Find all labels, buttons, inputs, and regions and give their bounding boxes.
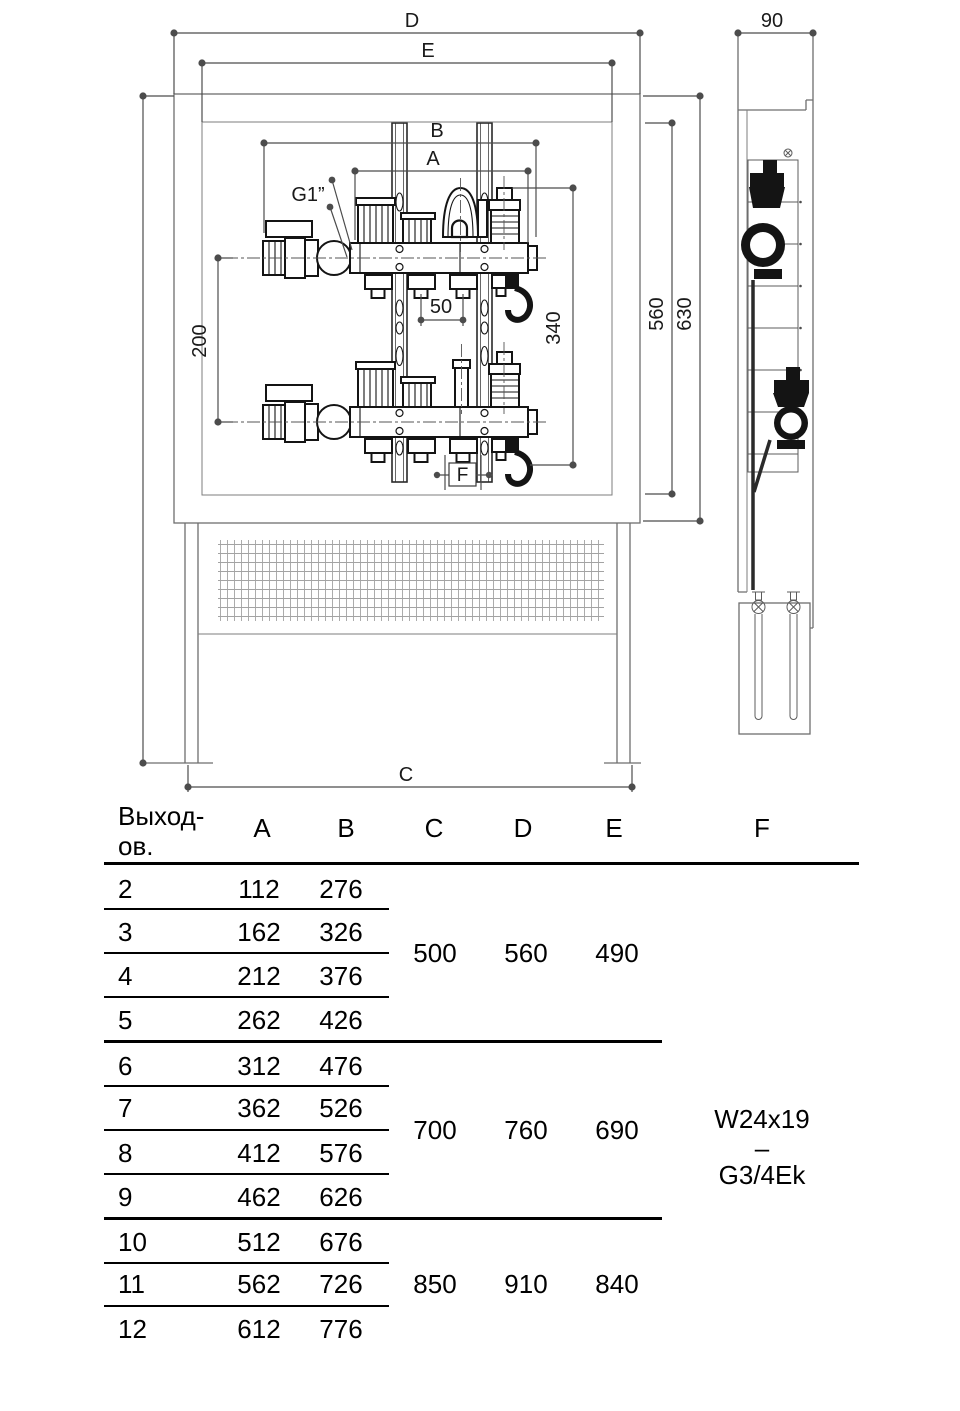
- row-outputs: 4: [118, 961, 133, 991]
- table-rule: [104, 1305, 389, 1307]
- row-outputs: 5: [118, 1005, 133, 1035]
- row-outputs: 2: [118, 874, 133, 904]
- col-header-c: C: [424, 813, 444, 843]
- row-outputs: 7: [118, 1093, 133, 1123]
- cell-b: 526: [319, 1093, 363, 1123]
- cell-b: 676: [319, 1227, 363, 1257]
- row-outputs: 9: [118, 1182, 133, 1212]
- cell-a: 612: [237, 1314, 281, 1344]
- cell-b: 776: [319, 1314, 363, 1344]
- cell-b: 626: [319, 1182, 363, 1212]
- dim-label-e: E: [421, 40, 435, 62]
- group-e: 690: [595, 1115, 639, 1145]
- cell-a: 362: [237, 1093, 281, 1123]
- cell-b: 376: [319, 961, 363, 991]
- cell-a: 562: [237, 1269, 281, 1299]
- table-rule-group: [104, 1217, 662, 1220]
- col-header-f: F: [754, 813, 770, 843]
- col-header-d: D: [513, 813, 533, 843]
- table-rule: [104, 1173, 389, 1175]
- row-outputs: 6: [118, 1051, 133, 1081]
- row-outputs: 11: [118, 1269, 145, 1299]
- col-header-a: A: [253, 813, 271, 843]
- f-value-line2: –: [754, 1133, 770, 1163]
- group-c: 850: [413, 1269, 457, 1299]
- dim-label-d: D: [404, 10, 420, 32]
- row-outputs: 10: [118, 1227, 147, 1257]
- cell-a: 512: [237, 1227, 281, 1257]
- cell-a: 412: [237, 1138, 281, 1168]
- cell-b: 726: [319, 1269, 363, 1299]
- row-outputs: 8: [118, 1138, 133, 1168]
- dim-label-a: A: [426, 148, 440, 170]
- cell-b: 326: [319, 917, 363, 947]
- dim-label-630: 630: [674, 297, 696, 331]
- dim-label-90: 90: [760, 10, 784, 32]
- cell-a: 112: [238, 874, 280, 904]
- cell-a: 262: [237, 1005, 281, 1035]
- col-header-b: B: [337, 813, 355, 843]
- dim-label-50: 50: [429, 296, 453, 318]
- table-rule-group: [104, 1040, 662, 1043]
- outlet-label-f: F: [456, 465, 469, 486]
- group-e: 490: [595, 938, 639, 968]
- row-outputs: 3: [118, 917, 133, 947]
- table-rule: [104, 1262, 389, 1264]
- dim-label-340: 340: [543, 311, 565, 345]
- row-outputs: 12: [118, 1314, 147, 1344]
- table-rule: [104, 1085, 389, 1087]
- cell-a: 212: [237, 961, 281, 991]
- group-d: 560: [504, 938, 548, 968]
- dim-label-b: B: [430, 120, 444, 142]
- group-c: 500: [413, 938, 457, 968]
- col-header-e: E: [605, 813, 623, 843]
- group-d: 760: [504, 1115, 548, 1145]
- dim-label-c: C: [398, 764, 414, 786]
- table-rule-header: [104, 862, 859, 865]
- cell-b: 576: [319, 1138, 363, 1168]
- thread-label: G1”: [291, 184, 325, 206]
- cell-a: 162: [237, 917, 281, 947]
- group-c: 700: [413, 1115, 457, 1145]
- table-rule: [104, 908, 389, 910]
- cell-b: 276: [319, 874, 363, 904]
- col-header-outputs: Выход-: [118, 801, 205, 831]
- dim-label-200: 200: [189, 324, 211, 358]
- table-rule: [104, 996, 389, 998]
- f-value-line1: W24x19: [714, 1104, 810, 1134]
- cell-b: 426: [319, 1005, 363, 1035]
- group-e: 840: [595, 1269, 639, 1299]
- dim-label-560: 560: [646, 297, 668, 331]
- table-rule: [104, 952, 389, 954]
- cell-a: 462: [237, 1182, 281, 1212]
- col-header-outputs-2: ов.: [118, 831, 154, 861]
- cell-a: 312: [237, 1051, 281, 1081]
- table-rule: [104, 1129, 389, 1131]
- group-d: 910: [504, 1269, 548, 1299]
- cell-b: 476: [319, 1051, 363, 1081]
- f-value-line3: G3/4Ek: [718, 1160, 806, 1190]
